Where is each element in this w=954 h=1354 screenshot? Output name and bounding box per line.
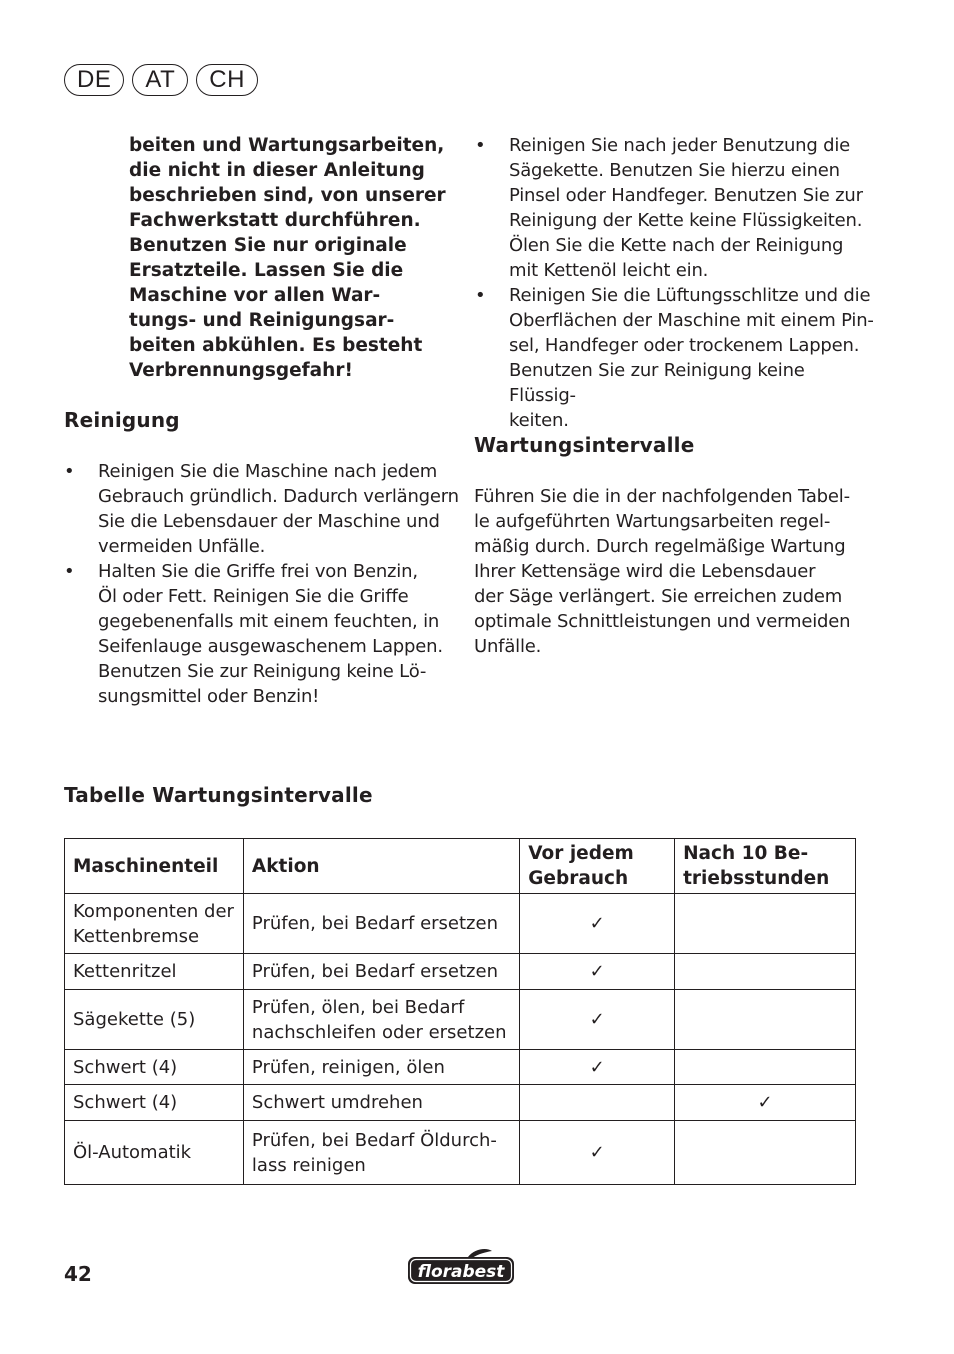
cell-after-10h	[675, 1050, 856, 1085]
language-badge-de: DE	[64, 64, 124, 96]
checkmark-icon: ✓	[520, 1121, 675, 1185]
intervals-block	[474, 484, 874, 659]
cell-part: Öl-Automatik	[65, 1121, 244, 1185]
language-badges	[64, 64, 258, 96]
cell-action: Schwert umdrehen	[243, 1085, 519, 1121]
cell-part: Komponenten der Kettenbremse	[65, 894, 244, 954]
table-row	[65, 1121, 856, 1185]
cell-action: Prüfen, ölen, bei Bedarf nachschleifen oder ersetzen	[243, 990, 519, 1050]
warning-block	[129, 133, 459, 383]
cell-action: Prüfen, reinigen, ölen	[243, 1050, 519, 1085]
column-header-before-use: Vor jedem Gebrauch	[520, 839, 675, 894]
maintenance-table	[64, 838, 856, 1185]
intervals-heading: Wartungsintervalle	[474, 433, 695, 457]
checkmark-icon: ✓	[520, 954, 675, 990]
table-heading: Tabelle Wartungsintervalle	[64, 783, 373, 807]
cleaning-list	[64, 459, 464, 709]
cell-action: Prüfen, bei Bedarf Öldurch- lass reinigen	[243, 1121, 519, 1185]
table-row	[65, 1085, 856, 1121]
cell-part: Sägekette (5)	[65, 990, 244, 1050]
right-list-container	[475, 133, 875, 433]
cell-part: Schwert (4)	[65, 1085, 244, 1121]
list-item: • Reinigen Sie die Maschine nach jedem Gebrauch gründlich. Dadurch verlängern Sie die Lebensdauer der Maschine und vermeiden Unfälle.	[64, 459, 464, 559]
intervals-text: Führen Sie die in der nachfolgenden Tabel- le aufgeführten Wartungsarbeiten regel- mäßig durch. Durch regelmäßige Wartung Ihrer Kettensäge wird die Lebensdauer der Säge verlängert. Sie erreichen zudem optimale Schnittleistungen und vermeiden Unfälle.	[474, 486, 851, 657]
list-item: • Reinigen Sie nach jeder Benutzung die Sägekette. Benutzen Sie hierzu einen Pinsel oder Handfeger. Benutzen Sie zur Reinigung der Kette keine Flüssigkeiten. Ölen Sie die Kette nach der Reinigung mit Kettenöl leicht ein.	[475, 133, 875, 283]
cleaning-heading: Reinigung	[64, 408, 180, 432]
cell-before-use	[520, 1085, 675, 1121]
list-item: • Reinigen Sie die Lüftungsschlitze und die Oberflächen der Maschine mit einem Pin- sel, Handfeger oder trockenem Lappen. Benutzen Sie zur Reinigung keine Flüssig- keiten.	[475, 283, 875, 433]
table-row	[65, 1050, 856, 1085]
table-row	[65, 990, 856, 1050]
cell-part: Schwert (4)	[65, 1050, 244, 1085]
checkmark-icon: ✓	[520, 990, 675, 1050]
column-header-after-10h: Nach 10 Be- triebsstunden	[675, 839, 856, 894]
cell-part: Kettenritzel	[65, 954, 244, 990]
page-number: 42	[64, 1262, 92, 1286]
table-row	[65, 894, 856, 954]
cell-after-10h	[675, 894, 856, 954]
column-header-action: Aktion	[243, 839, 519, 894]
checkmark-icon: ✓	[520, 894, 675, 954]
cell-action: Prüfen, bei Bedarf ersetzen	[243, 954, 519, 990]
checkmark-icon: ✓	[675, 1085, 856, 1121]
cell-after-10h	[675, 990, 856, 1050]
table-header-row	[65, 839, 856, 894]
cell-action: Prüfen, bei Bedarf ersetzen	[243, 894, 519, 954]
cell-after-10h	[675, 954, 856, 990]
florabest-logo	[406, 1248, 516, 1286]
checkmark-icon: ✓	[520, 1050, 675, 1085]
chain-cleaning-list	[475, 133, 875, 433]
table-row	[65, 954, 856, 990]
language-badge-at: AT	[132, 64, 188, 96]
cell-after-10h	[675, 1121, 856, 1185]
language-badge-ch: CH	[196, 64, 258, 96]
list-item: • Halten Sie die Griffe frei von Benzin, Öl oder Fett. Reinigen Sie die Griffe gegebenenfalls mit einem feuchten, in Seifenlauge ausgewaschenem Lappen. Benutzen Sie zur Reinigung keine Lö- sungsmittel oder Benzin!	[64, 559, 464, 709]
logo-text: florabest	[417, 1262, 505, 1282]
column-header-part: Maschinenteil	[65, 839, 244, 894]
cleaning-list-container	[64, 459, 464, 709]
warning-text: beiten und Wartungsarbeiten, die nicht in dieser Anleitung beschrieben sind, von unserer Fachwerkstatt durchführen. Benutzen Sie nur originale Ersatzteile. Lassen Sie die Maschine vor allen War- tungs- und Reinigungsar- beiten abkühlen. Es besteht Verbrennungsgefahr!	[129, 135, 446, 381]
